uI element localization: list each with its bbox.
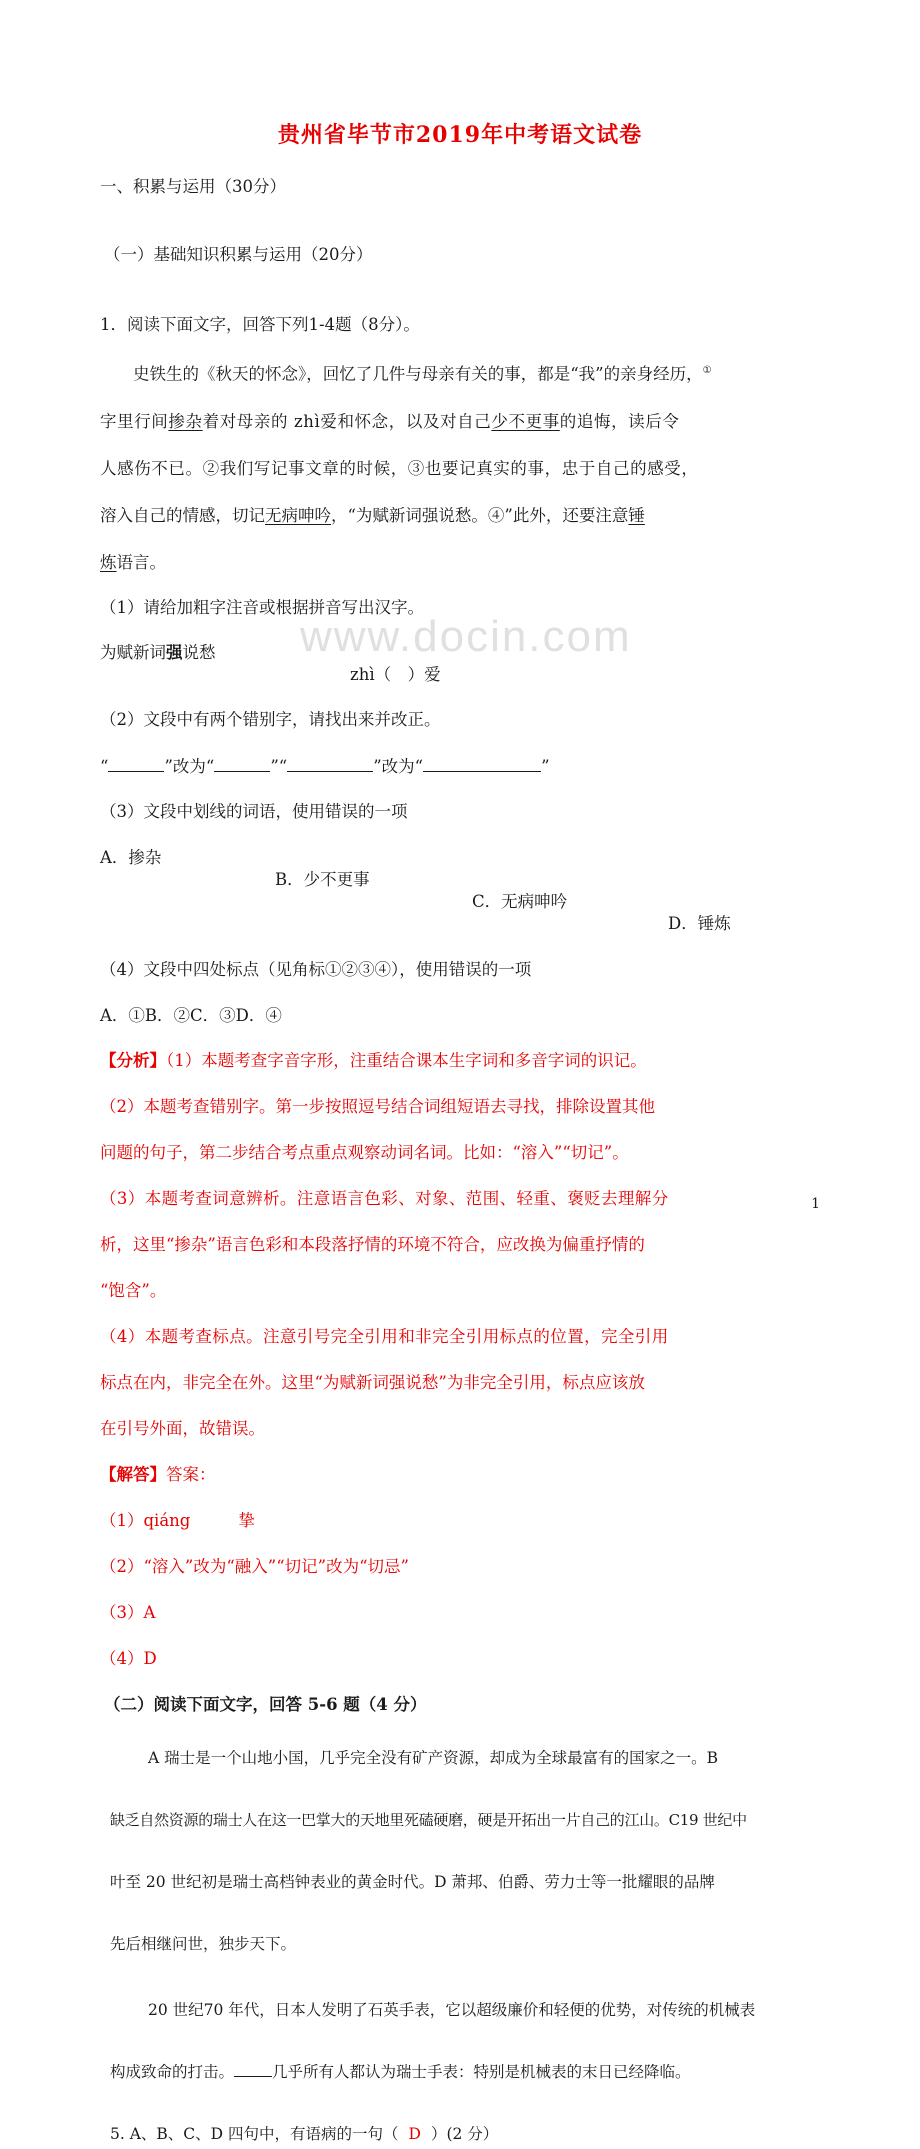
answer-blank[interactable] — [423, 755, 541, 772]
subquestion-3-option-d: D．锤炼 — [668, 913, 731, 933]
answer-1: （1）qiáng 挚 — [100, 1510, 255, 1530]
reading-line-1: A 瑞士是一个山地小国，几乎完全没有矿产资源，却成为全球最富有的国家之一。B — [148, 1748, 719, 1767]
answer-blank[interactable] — [287, 755, 373, 772]
analysis-line-8: 标点在内，非完全在外。这里“为赋新词强说愁”为非完全引用，标点应该放 — [100, 1372, 645, 1392]
question-1-stem: 1．阅读下面文字，回答下列1-4题（8分）。 — [100, 315, 420, 334]
subsection-heading-2: （二）阅读下面文字，回答 5-6 题（4 分） — [104, 1694, 427, 1714]
answer-blank[interactable] — [108, 755, 164, 772]
subquestion-4: （4）文段中四处标点（见角标①②③④），使用错误的一项 — [100, 959, 532, 979]
subquestion-3: （3）文段中划线的词语，使用错误的一项 — [100, 801, 408, 821]
subquestion-4-options: A．①B．②C．③D．④ — [100, 1005, 282, 1025]
answer-2: （2）“溶入”改为“融入”“切记”改为“切忌” — [100, 1556, 409, 1576]
analysis-line-2: （2）本题考查错别字。第一步按照逗号结合词组短语去寻找，排除设置其他 — [100, 1096, 655, 1116]
analysis-line-9: 在引号外面，故错误。 — [100, 1418, 265, 1438]
reading-line-6: 构成致命的打击。 几乎所有人都认为瑞士手表：特别是机械表的末日已经降临。 — [110, 2057, 920, 2087]
passage-line-5: 炼语言。 — [100, 552, 166, 572]
subquestion-2: （2）文段中有两个错别字，请找出来并改正。 — [100, 709, 441, 729]
underlined-word-wubingshenyin: 无病呻吟 — [265, 505, 331, 525]
reading-line-2: 缺乏自然资源的瑞士人在这一巴掌大的天地里死磕硬磨，硬是开拓出一片自己的江山。C19 世纪中 — [110, 1810, 747, 1829]
subquestion-1: （1）请给加粗字注音或根据拼音写出汉字。 — [100, 597, 424, 617]
subquestion-1-line: 为赋新词强说愁 — [100, 642, 216, 662]
answer-blank[interactable] — [214, 755, 270, 772]
subquestion-3-option-c: C．无病呻吟 — [472, 891, 568, 911]
section-heading-1: 一、积累与运用（30分） — [100, 177, 286, 196]
answer-4: （4）D — [100, 1648, 157, 1668]
subquestion-3-option-a: A．掺杂 — [100, 847, 162, 867]
analysis-line-3: 问题的句子，第二步结合考点重点观察动词名词。比如：“溶入”“切记”。 — [100, 1142, 629, 1162]
underlined-word-chui: 锤 — [628, 505, 645, 525]
analysis-line-5: 析，这里“掺杂”语言色彩和本段落抒情的环境不符合，应改换为偏重抒情的 — [100, 1234, 645, 1254]
subsection-heading-1: （一）基础知识积累与运用（20分） — [104, 245, 373, 264]
answer-heading: 【解答】答案： — [100, 1464, 216, 1484]
passage-line-4: 溶入自己的情感，切记无病呻吟，“为赋新词强说愁。④”此外，还要注意锤 — [100, 505, 645, 525]
analysis-line-7: （4）本题考查标点。注意引号完全引用和非完全引用标点的位置，完全引用 — [100, 1326, 669, 1346]
page-number: 1 — [811, 1196, 820, 1212]
question-5-answer: D — [408, 2124, 421, 2143]
passage-line-1: 史铁生的《秋天的怀念》，回忆了几件与母亲有关的事，都是“我”的亲身经历，① — [133, 364, 712, 384]
analysis-line-1: 【分析】（1）本题考查字音字形，注重结合课本生字词和多音字词的识记。 — [100, 1050, 647, 1070]
passage-line-2: 字里行间掺杂着对母亲的 zhì爱和怀念，以及对自己少不更事的追悔，读后令 — [100, 411, 680, 431]
answer-label: 【解答】 — [100, 1464, 166, 1484]
reading-line-3: 叶至 20 世纪初是瑞士高档钟表业的黄金时代。D 萧邦、伯爵、劳力士等一批耀眼的品牌 — [110, 1872, 715, 1891]
page-title: 贵州省毕节市2019年中考语文试卷 — [277, 122, 643, 148]
reading-line-4: 先后相继问世，独步天下。 — [110, 1934, 297, 1953]
analysis-line-6: “饱含”。 — [100, 1280, 167, 1300]
answer-blank[interactable] — [234, 2059, 272, 2077]
analysis-label: 【分析】 — [100, 1050, 166, 1070]
watermark: www.docin.com — [300, 612, 632, 661]
bold-char: 强 — [166, 642, 183, 662]
underlined-word-shaobugengshi: 少不更事 — [491, 411, 560, 431]
subquestion-3-option-b: B．少不更事 — [275, 869, 370, 889]
passage-line-3: 人感伤不已。②我们写记事文章的时候，③也要记真实的事，忠于自己的感受， — [100, 458, 699, 478]
answer-3: （3）A — [100, 1602, 156, 1622]
subquestion-1-pinyin: zhì（ ）爱 — [350, 664, 441, 684]
reading-line-5: 20 世纪70 年代，日本人发明了石英手表，它以超级廉价和轻便的优势，对传统的机械表 — [148, 2000, 756, 2019]
subquestion-2-blanks: “ ”改为“ ”“ ”改为“ ” — [100, 756, 550, 776]
analysis-line-4: （3）本题考查词意辨析。注意语言色彩、对象、范围、轻重、褒贬去理解分 — [100, 1188, 669, 1208]
underlined-word-chanza: 掺杂 — [168, 411, 203, 431]
question-5: 5. A、B、C、D 四句中，有语病的一句（ D ）(2 分） — [110, 2124, 499, 2143]
